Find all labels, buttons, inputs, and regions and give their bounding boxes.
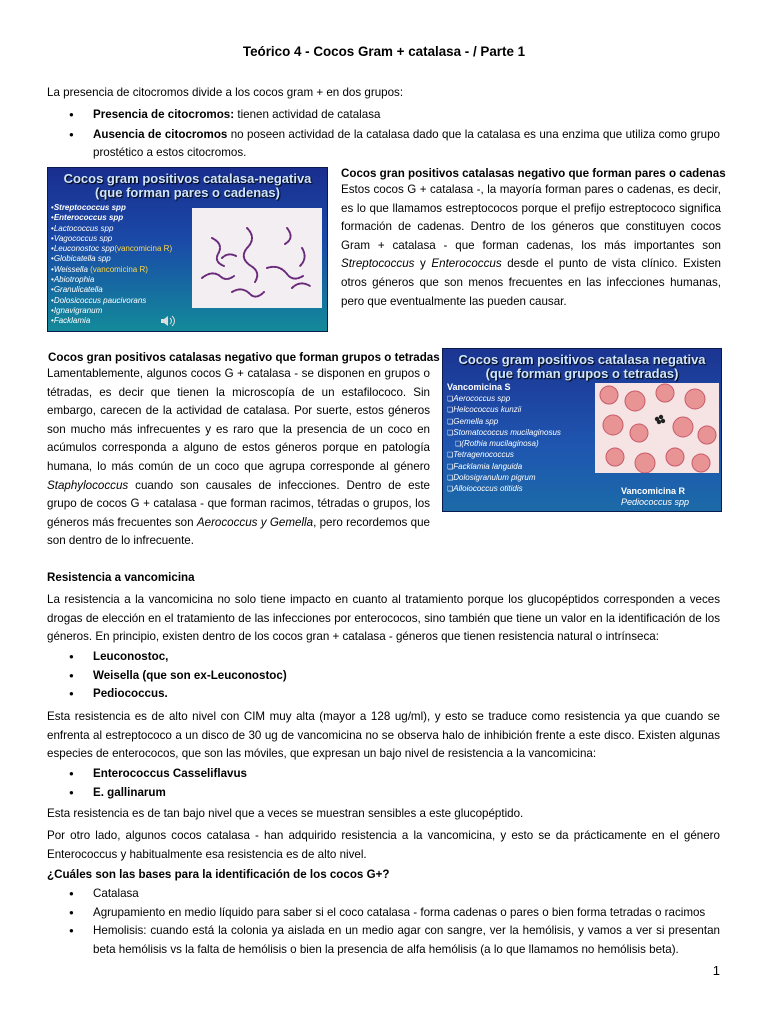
section-heading-identificacion: ¿Cuáles son las bases para la identificación de los cocos G+? bbox=[47, 868, 390, 881]
list-item: ● Weisella (que son ex-Leuconostoc) bbox=[47, 667, 720, 686]
slide-title: Cocos gram positivos catalasa-negativa (que forman pares o cadenas) bbox=[63, 171, 312, 200]
list-item: ● Enterococcus Casseliflavus bbox=[47, 765, 720, 784]
page-title: Teórico 4 - Cocos Gram + catalasa - / Parte 1 bbox=[242, 44, 526, 59]
list-item: ● Agrupamiento en medio líquido para saber si el coco catalasa - forma cadenas o pares o bien forma tetradas o racimos bbox=[47, 904, 720, 923]
resistencia-paragraph-4: Por otro lado, algunos cocos catalasa - han adquirido resistencia a la vancomicina, y esto se da prácticamente en el género Enterococcus y habitualmente esa resistencia es de alto nivel. bbox=[47, 829, 720, 861]
list-item: ● Pediococcus. bbox=[47, 685, 720, 704]
list-item: • Dolosicoccus paucivorans bbox=[51, 296, 172, 306]
citocromos-list bbox=[47, 106, 720, 163]
slide-image-grupos-tetradas bbox=[442, 348, 722, 512]
resistencia-paragraph-2: Esta resistencia es de alto nivel con CIM muy alta (mayor a 128 ug/ml), y esto se traduce como resistencia ya que cuando se enfrenta al estreptococo a un disco de 30 ug de vancomicina no se observa halo de inhibición frente a este disco. Existen algunas especies de enterococos, que son las móviles, que expresan un bajo nivel de resistencia a la vancomicina: bbox=[47, 710, 720, 761]
list-item: • Facklamia bbox=[51, 316, 172, 326]
vancomicina-r-item: Pediococcus spp bbox=[621, 497, 690, 507]
slide-genus-list bbox=[447, 394, 561, 496]
slide-genus-list bbox=[51, 203, 172, 327]
list-item: ❏ Helcococcus kunzii bbox=[447, 405, 561, 416]
list-item: ❏ Tetragenococcus bbox=[447, 450, 561, 461]
list-item: • Weissella (vancomicina R) bbox=[51, 265, 172, 275]
list-item: • Lactococcus spp bbox=[51, 224, 172, 234]
gram-stain-clusters-image bbox=[595, 383, 719, 473]
list-item: ❏ Aerococcus spp bbox=[447, 394, 561, 405]
intro-text: La presencia de citocromos divide a los cocos gram + en dos grupos: bbox=[47, 86, 404, 99]
low-resistance-list bbox=[47, 765, 720, 802]
list-item: ● Leuconostoc, bbox=[47, 648, 720, 667]
list-item: ❏ Dolosigranulum pigrum bbox=[447, 473, 561, 484]
identification-list bbox=[47, 885, 720, 959]
list-item: ● Catalasa bbox=[47, 885, 720, 904]
page-number: 1 bbox=[712, 963, 720, 978]
section-body-pares: Estos cocos G + catalasa -, la mayoría forman pares o cadenas, es decir, es lo que llamamos estreptococos porque el prefijo estreptococo significa formación de cadenas. Dentro de los géneros que constituyen cocos Gram + catalasa - que forman cadenas, los más importantes son Streptococcus y Enterococcus desde el punto de vista clínico. Existen otros géneros que son menos frecuentes en las infecciones humanas, pero que eventualmente las pueden causar. bbox=[341, 183, 721, 308]
resistencia-paragraph-1: La resistencia a la vancomicina no solo tiene impacto en cuanto al tratamiento porque los glucopéptidos corresponden a veces drogas de elección en el tratamiento de las infecciones por enterococos, sino también que tiene un valor en la identificación de los géneros. En principio, existen dentro de los cocos gran + catalasa - géneros que tienen resistencia natural o intrínseca: bbox=[47, 593, 720, 644]
vancomicina-r-label: Vancomicina R bbox=[621, 486, 686, 496]
gram-stain-chains-image bbox=[192, 208, 322, 308]
list-item: ● Hemolisis: cuando está la colonia ya aislada en un medio agar con sangre, ver la hemólisis, y vamos a ver si presentan beta hemólisis vs la falta de hemólisis o bien la presencia de alfa hemólisis (a lo que llamamos no hemólisis beta). bbox=[47, 922, 720, 959]
intrinsic-resistance-list bbox=[47, 648, 720, 704]
list-item: ● E. gallinarum bbox=[47, 784, 720, 803]
slide-title: Cocos gram positivos catalasa negativa (que forman grupos o tetradas) bbox=[458, 352, 706, 381]
list-item: • Ignavigranum bbox=[51, 306, 172, 316]
list-item: • Enterococcus spp bbox=[51, 213, 172, 223]
slide-image-pares-cadenas bbox=[47, 167, 328, 332]
list-item: ❏ Facklamia languida bbox=[447, 462, 561, 473]
vancomicina-s-label: Vancomicina S bbox=[447, 382, 511, 392]
section-heading-tetradas: Cocos gran positivos catalasas negativo que forman grupos o tetradas bbox=[48, 351, 440, 364]
list-item: ● Ausencia de citocromos no poseen actividad de la catalasa dado que la catalasa es una enzima que utiliza como grupo prostético a estos citocromos. bbox=[47, 126, 720, 163]
speaker-icon bbox=[160, 315, 176, 332]
list-item: • Leuconostoc spp(vancomicina R) bbox=[51, 244, 172, 254]
list-item: ❏ (Rothia mucilaginosa) bbox=[447, 439, 561, 450]
list-item: • Abiotrophia bbox=[51, 275, 172, 285]
section-body-tetradas: Lamentablemente, algunos cocos G + catalasa - se disponen en grupos o tétradas, es decir que tienen la microscopía de un estafilococo. Sin embargo, carecen de la actividad de catalasa. Por suerte, estos géneros son mucho más infrecuentes y es raro que la presencia de un coco en acúmulos corresponda a alguno de estos géneros porque en patología humana, lo más común de un coco que agrupa corresponde al género Staphylococcus cuando son causales de infecciones. Dentro de este grupo de cocos G + catalasa - que forman racimos, tétradas o grupos, los géneros más frecuentes son Aerococcus y Gemella, pero recordemos que son dentro de lo infrecuente. bbox=[47, 367, 430, 548]
section-heading-pares: Cocos gran positivos catalasas negativo que forman pares o cadenas bbox=[341, 167, 726, 180]
list-item: ❏ Alloiococcus otitidis bbox=[447, 484, 561, 495]
list-item: ❏ Stomatococcus mucilaginosus bbox=[447, 428, 561, 439]
list-item: • Streptococcus spp bbox=[51, 203, 172, 213]
list-item: ● Presencia de citocromos: tienen actividad de catalasa bbox=[47, 106, 720, 125]
resistencia-paragraph-3: Esta resistencia es de tan bajo nivel que a veces se muestran sensibles a este glucopéptido. bbox=[47, 807, 524, 820]
list-item: ❏ Gemella spp bbox=[447, 417, 561, 428]
list-item: • Granulicatella bbox=[51, 285, 172, 295]
list-item: • Vagococcus spp bbox=[51, 234, 172, 244]
section-heading-resistencia: Resistencia a vancomicina bbox=[47, 571, 195, 584]
list-item: • Globicatella spp bbox=[51, 254, 172, 264]
